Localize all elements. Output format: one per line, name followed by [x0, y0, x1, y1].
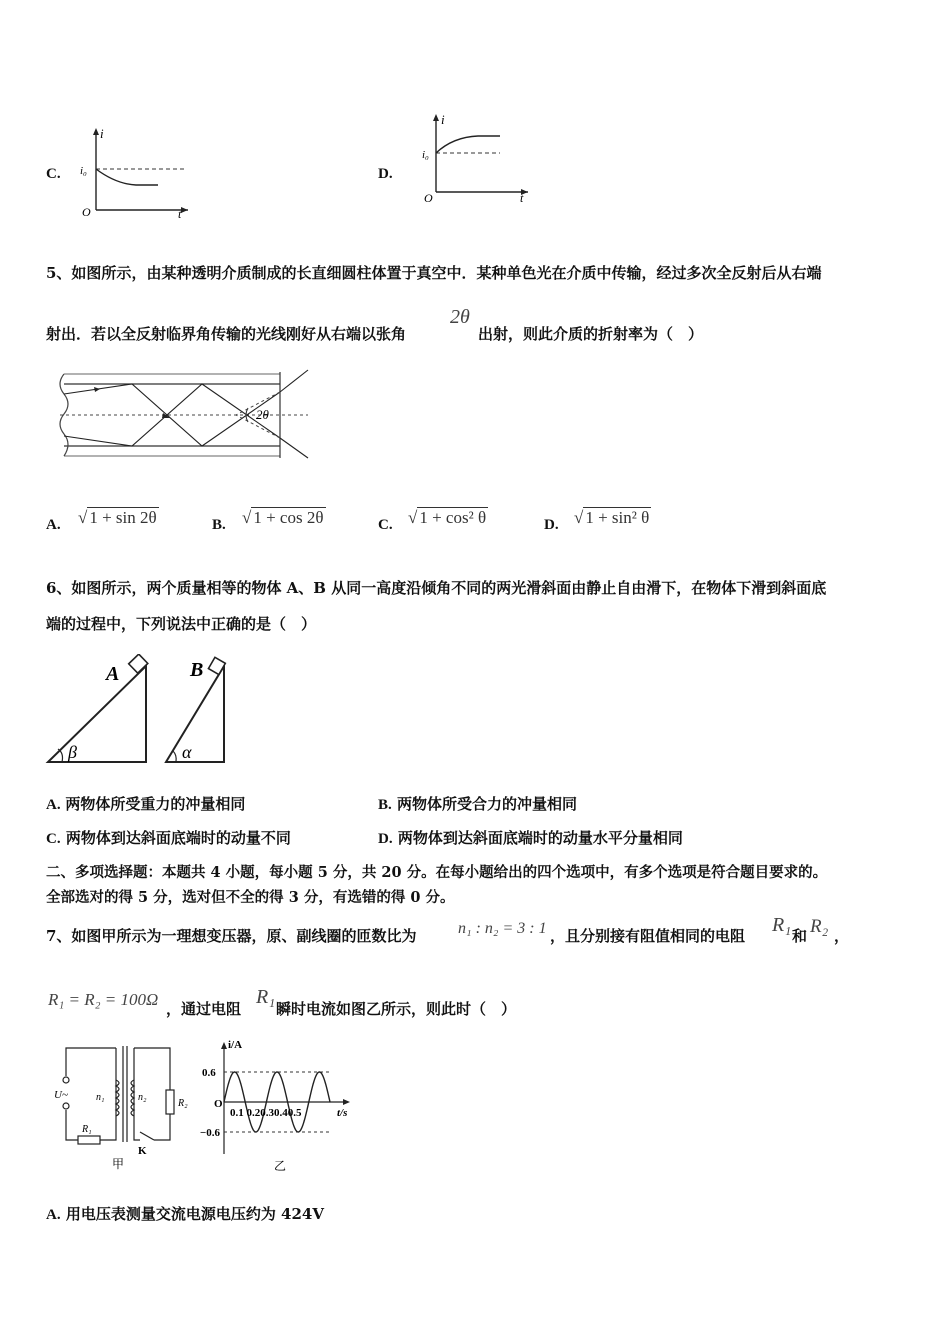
q5-line2b: 出射，则此介质的折射率为（ ） — [478, 325, 704, 343]
q7-r2: R₂ — [810, 916, 829, 937]
q7-line1b: ，且分别接有阻值相同的电阻 — [550, 927, 746, 945]
q5-option-a-label: A. — [46, 517, 61, 533]
axis-i0: i₀ — [422, 149, 429, 161]
q5-line2: 射出．若以全反射临界角传输的光线刚好从右端以张角 — [46, 325, 407, 343]
fig-pos: 0.6 — [202, 1067, 216, 1079]
q7-line1a: 7、如图甲所示为一理想变压器，原、副线圈的匝数比为 — [46, 927, 417, 945]
fig-angle: 2θ — [256, 407, 269, 422]
circuit-figure — [50, 1040, 200, 1172]
q5-option-d: √ 1 + sin² θ — [574, 508, 650, 527]
current-point — [287, 1101, 288, 1102]
axis-i: i — [100, 126, 104, 141]
q7-line2a: ，通过电阻 — [166, 1000, 242, 1018]
fig-O: O — [214, 1098, 223, 1110]
axis-t: t — [178, 207, 182, 221]
fig-K: K — [138, 1145, 147, 1157]
fig-R1: R₁ — [82, 1124, 92, 1135]
option-d-label: D. — [378, 166, 393, 182]
fig-yi: 乙 — [274, 1159, 287, 1173]
q5-option-a: √ 1 + sin 2θ — [78, 508, 157, 527]
axis-i0: i₀ — [80, 165, 87, 177]
current-point — [298, 1131, 299, 1132]
q5-option-d-label: D. — [544, 517, 559, 533]
label-alpha: α — [182, 742, 192, 762]
fig-n2: n₂ — [138, 1092, 147, 1103]
q6-line1: 6、如图所示，两个质量相等的物体 A、B 从同一高度沿倾角不同的两光滑斜面由静止自由滑下，在物体下滑到斜面底 — [46, 579, 827, 597]
q6-option-a: A. 两物体所受重力的冲量相同 — [46, 795, 246, 813]
q5-option-c: √ 1 + cos² θ — [408, 508, 487, 527]
current-point — [266, 1101, 267, 1102]
fig-R2: R₂ — [178, 1098, 188, 1109]
fig-ylabel: i/A — [228, 1039, 243, 1051]
option-c-label: C. — [46, 166, 61, 182]
graph-c — [76, 124, 196, 222]
current-point — [276, 1071, 277, 1072]
origin: O — [82, 205, 91, 219]
current-point — [245, 1101, 246, 1102]
q7-and: 和 — [792, 927, 808, 945]
current-point — [308, 1101, 309, 1102]
q5-option-c-label: C. — [378, 517, 393, 533]
q7-r1-inline: R₁ — [256, 986, 276, 1008]
q7-ratio: n₁ : n₂ = 3 : 1 — [458, 920, 547, 937]
current-point — [223, 1101, 224, 1102]
q5-line1: 5、如图所示，由某种透明介质制成的长直细圆柱体置于真空中．某种单色光在介质中传输，经过多次全反射后从右端 — [46, 264, 822, 282]
q5-option-b-label: B. — [212, 517, 226, 533]
fiber-figure — [50, 362, 312, 462]
q7-r1: R₁ — [772, 914, 792, 936]
fig-ticks: 0.1 0.20.30.40.5 — [230, 1107, 302, 1119]
q7-resistance: R₁ = R₂ = 100Ω — [48, 990, 159, 1009]
current-point — [319, 1071, 320, 1072]
incline-figure — [44, 654, 234, 768]
q7-line2b: 瞬时电流如图乙所示，则此时（ ） — [276, 1000, 517, 1018]
fig-jia: 甲 — [112, 1157, 125, 1171]
section2-line2: 全部选对的得 5 分，选对但不全的得 3 分，有选错的得 0 分。 — [46, 889, 455, 906]
current-graph — [200, 1036, 360, 1176]
origin: O — [424, 191, 433, 205]
label-beta: β — [68, 742, 77, 762]
label-B: B — [190, 659, 204, 681]
fig-neg: −0.6 — [200, 1127, 221, 1139]
fig-U: U~ — [54, 1089, 68, 1101]
current-point — [234, 1071, 235, 1072]
q6-line2: 端的过程中，下列说法中正确的是（ ） — [46, 615, 317, 633]
axis-i: i — [441, 112, 445, 127]
current-point — [329, 1101, 330, 1102]
q7-option-a: A. 用电压表测量交流电源电压约为 424V — [46, 1205, 325, 1223]
q5-option-b: √ 1 + cos 2θ — [242, 508, 324, 527]
q6-option-b: B. 两物体所受合力的冲量相同 — [378, 795, 578, 813]
fig-xlabel: t/s — [337, 1107, 348, 1119]
q5-angle: 2θ — [450, 306, 470, 328]
graph-d — [418, 110, 538, 210]
q6-option-c: C. 两物体到达斜面底端时的动量不同 — [46, 829, 291, 847]
current-point — [255, 1131, 256, 1132]
section2-line1: 二、多项选择题：本题共 4 小题，每小题 5 分，共 20 分。在每小题给出的四个选项中，有多个选项是符合题目要求的。 — [46, 864, 828, 881]
fig-n1: n₁ — [96, 1092, 105, 1103]
label-A: A — [106, 663, 120, 685]
q7-comma: ， — [834, 927, 850, 945]
q6-option-d: D. 两物体到达斜面底端时的动量水平分量相同 — [378, 829, 683, 847]
axis-t: t — [520, 191, 524, 205]
